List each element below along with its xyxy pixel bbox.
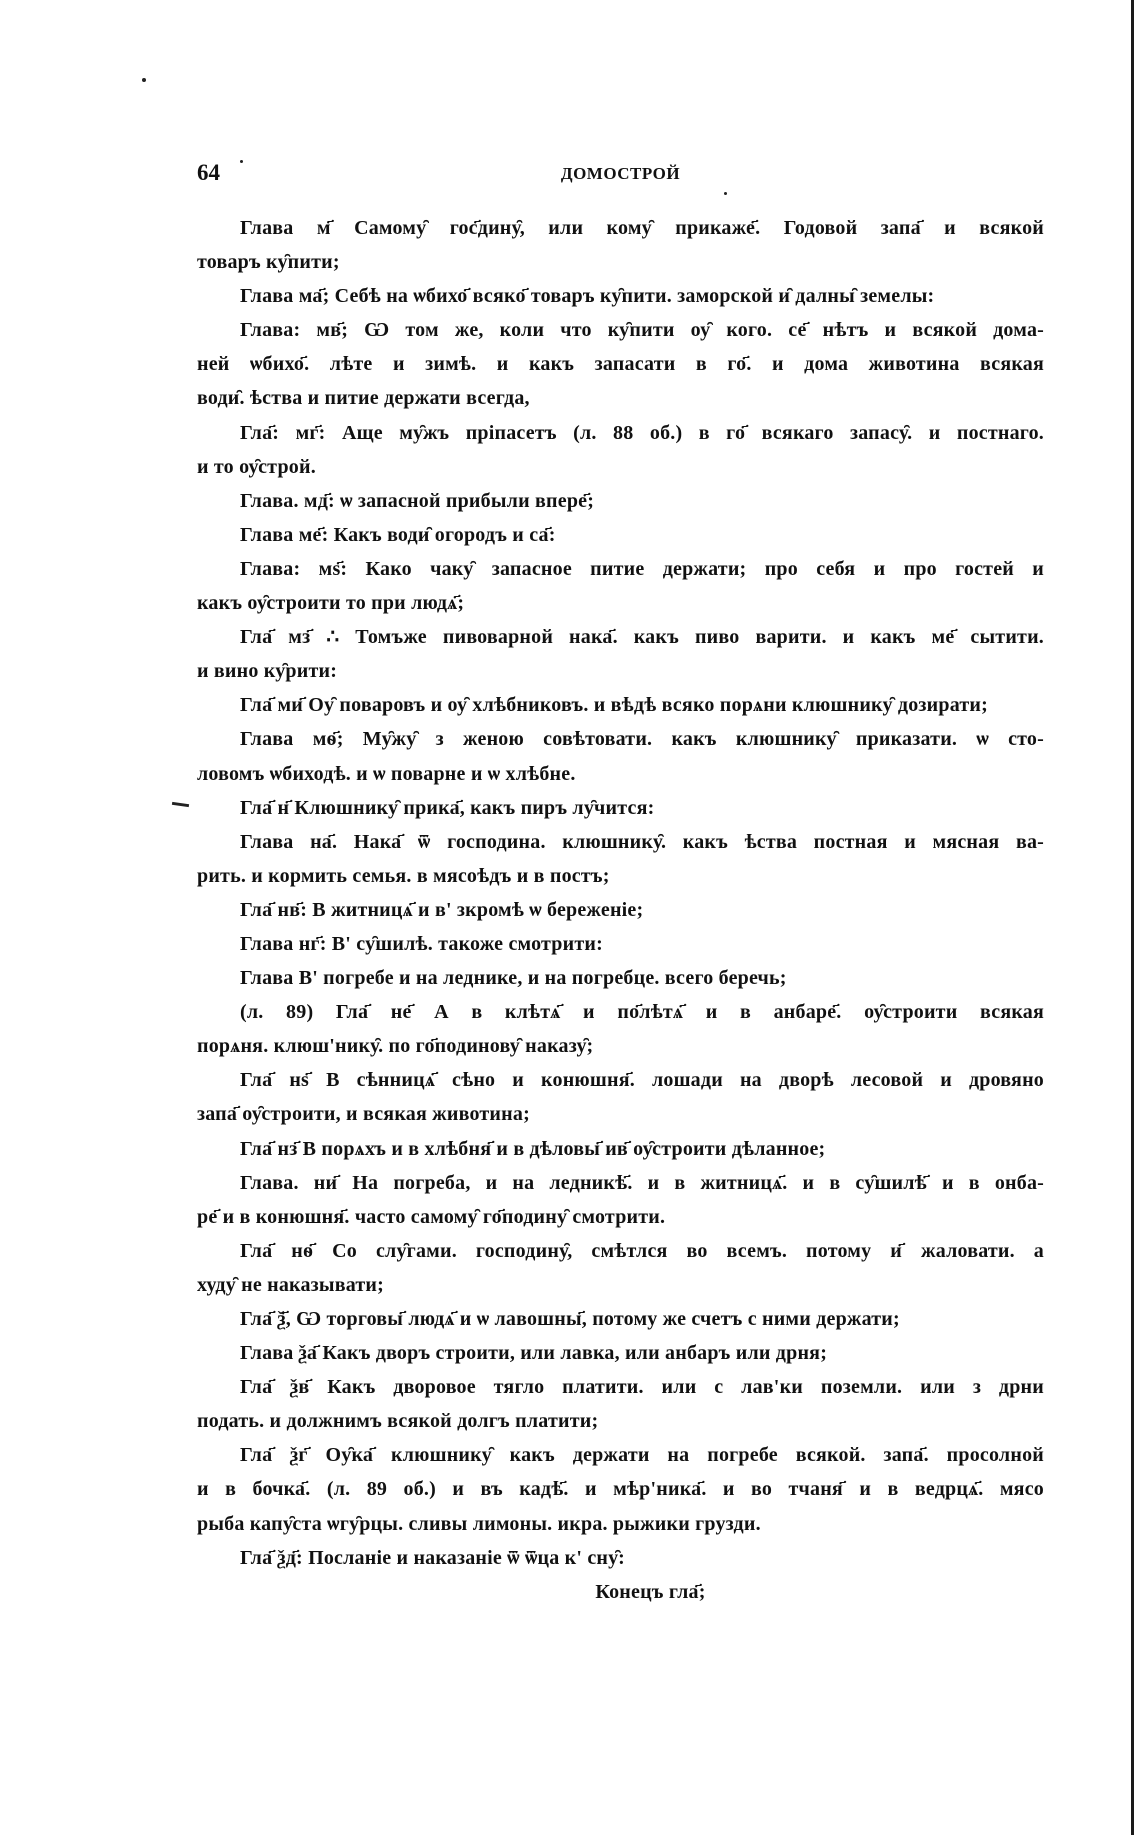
text-line: води̑. ѣства и питие держати всегда, [197, 387, 530, 410]
chapter-entry [197, 552, 1044, 620]
text-line: Глава. ни҃ На погреба, и на ледникѣ҃. и в житницѧ҃. и в су̑шилѣ҃ и в онба- [240, 1171, 1044, 1194]
chapter-entry [197, 1302, 1044, 1336]
chapter-entry [197, 825, 1044, 893]
chapter-entry [197, 722, 1044, 790]
text-line: Гла҃ ѯг҃ Оу̑ка҃ клюшнику̑ какъ держати на погребе всякой. запа҃. просолной [240, 1444, 1044, 1467]
text-line: и то оу̑строй. [197, 455, 316, 478]
text-line: Глава: мв҃; Ѡ том же, коли что ку̑пити оу̑ кого. се҃ нѣтъ и всякой дома- [240, 319, 1044, 342]
chapter-entry [197, 1063, 1044, 1131]
chapter-entry [197, 927, 1044, 961]
text-line: какъ оу̑строити то при людѧ҃; [197, 592, 465, 615]
text-line: Гла҃ н҃ Клюшнику̑ прика҃, какъ пиръ лу̑чится: [240, 796, 655, 819]
chapter-entry [197, 1336, 1044, 1370]
chapter-entry [197, 1132, 1044, 1166]
chapter-entry [197, 484, 1044, 518]
text-line: Гла҃ ѯд҃: Посланіе и наказаніе ѿ ѿца к' сну̑: [240, 1546, 625, 1569]
page-number: 64 [197, 160, 220, 185]
closing-line: Конецъ гла҃; [595, 1580, 706, 1603]
text-line: Глава ѯа҃ Какъ дворъ строити, или лавка, или анбаръ или дрня; [240, 1342, 828, 1365]
text-line: Гла҃ нѕ҃ В сѣнницѧ҃ сѣно и конюшня҃. лошади на дворѣ лесовой и дровяно [240, 1069, 1044, 1092]
scan-speck [724, 192, 727, 195]
scan-edge-line [1131, 0, 1134, 1835]
text-line: и вино ку̑рити: [197, 660, 338, 683]
chapter-entry [197, 961, 1044, 995]
chapter-entry [197, 518, 1044, 552]
text-line: Глава В' погребе и на леднике, и на погребце. всего беречь; [240, 967, 787, 990]
chapter-entry [197, 1541, 1044, 1575]
text-line: рыба капу̑ста ѡгу̑рцы. сливы лимоны. икра. рыжики грузди. [197, 1512, 761, 1535]
chapter-entry [197, 279, 1044, 313]
chapter-entry [197, 1234, 1044, 1302]
running-title: ДОМОСТРОЙ [560, 164, 681, 183]
chapter-entry [197, 1166, 1044, 1234]
text-line: Гла҃ ѯ҃, Ѡ торговы҃ людѧ҃ и ѡ лавошны҃, потому же счетъ с ними держати; [240, 1308, 900, 1330]
chapter-entry [197, 995, 1044, 1063]
text-line: Гла҃ мз҃ ∴ Томъже пивоварной нака҃. какъ пиво варити. и какъ ме҃ сытити. [240, 626, 1044, 649]
text-line: ре҃ и в конюшня҃. часто самому̑ го҃подину̑ смотрити. [197, 1205, 666, 1228]
text-line: ней ѡбихо҃. лѣте и зимѣ. и какъ запасати в го҃. и дома животина всякая [197, 353, 1044, 376]
chapter-entry [197, 313, 1044, 415]
text-line: порѧня. клюш'нику̑. по го҃подинову̑ наказу̑; [197, 1035, 594, 1058]
text-line: подать. и должнимъ всякой долгъ платити; [197, 1410, 599, 1433]
chapter-entry [197, 620, 1044, 688]
text-line: Глава м҃ Самому̑ гос҃дину̑, или кому̑ прикаже҃. Годовой запа҃ и всякой [240, 217, 1044, 239]
margin-mark [172, 802, 189, 807]
text-line: Глава ме҃: Какъ води̑ огородъ и са҃: [240, 523, 556, 546]
chapter-entry [197, 416, 1044, 484]
text-line: Глава ма҃; Себѣ на ѡбихо҃ всяко҃ товаръ ку̑пити. заморской и̑ далны̑ земелы: [240, 285, 935, 308]
text-line: Глава нг҃: В' су̑шилѣ. такоже смотрити: [240, 932, 603, 955]
table-of-contents [197, 211, 1044, 1609]
text-line: Гла҃ нв҃: В житницѧ҃ и в' зкромѣ ѡ береженіе; [240, 898, 644, 921]
text-line: ловомъ ѡбиходѣ. и ѡ поварне и ѡ хлѣбне. [197, 762, 576, 785]
chapter-entry [197, 893, 1044, 927]
scan-speck [142, 78, 146, 82]
chapter-entry [197, 1438, 1044, 1540]
text-line: Гла҃ ми҃ Оу̑ поваровъ и оу̑ хлѣбниковъ. и вѣдѣ всяко порѧни клюшнику̑ дозирати; [240, 694, 988, 717]
chapter-entry [197, 791, 1044, 825]
text-line: Глава на҃. Нака҃ ѿ господина. клюшнику̑. какъ ѣства постная и мясная ва- [240, 830, 1044, 853]
chapter-entry [197, 211, 1044, 279]
text-line: Гла҃ ѯв҃ Какъ дворовое тягло платити. или с лав'ки поземли. или з дрни [240, 1376, 1044, 1399]
text-line: Гла҃: мг҃: Аще му̑жъ пріпасетъ (л. 88 об.) в го҃ всякаго запасу̑. и постнаго. [240, 421, 1044, 444]
text-line: запа҃ оу̑строити, и всякая животина; [197, 1103, 530, 1126]
text-line: и в бочка҃. (л. 89 об.) и въ кадѣ҃. и мѣр'ника҃. и во тчаня҃ и в ведрцѧ҃. мясо [197, 1478, 1044, 1501]
text-line: товаръ ку̑пити; [197, 251, 340, 274]
text-line: рить. и кормить семья. в мясоѣдъ и в постъ; [197, 864, 610, 887]
text-line: Глава: мѕ҃: Како чаку̑ запасное питие держати; про себя и про гостей и [240, 557, 1044, 580]
text-line: худу̑ не наказывати; [197, 1273, 384, 1296]
text-line: (л. 89) Гла҃ не҃ А в клѣтѧ҃ и по҃лѣтѧ҃ и в анбаре҃. оу̑строити всякая [240, 1001, 1044, 1024]
text-line: Гла҃ нз҃ В порѧхъ и в хлѣбня҃ и в дѣловы҃ ив҃ оу̑строити дѣланное; [240, 1137, 826, 1160]
text-line: Глава мѳ҃; Му̑жу̑ з женою совѣтовати. какъ клюшнику̑ приказати. ѡ сто- [240, 728, 1044, 751]
chapter-entry [197, 688, 1044, 722]
chapter-entry [197, 1370, 1044, 1438]
text-line: Гла҃ нѳ҃ Со слу̑гами. господину̑, смѣтлся во всемъ. потому и҃ жаловати. а [240, 1239, 1044, 1262]
text-line: Глава. мд҃: ѡ запасной прибыли впере҃; [240, 489, 595, 512]
